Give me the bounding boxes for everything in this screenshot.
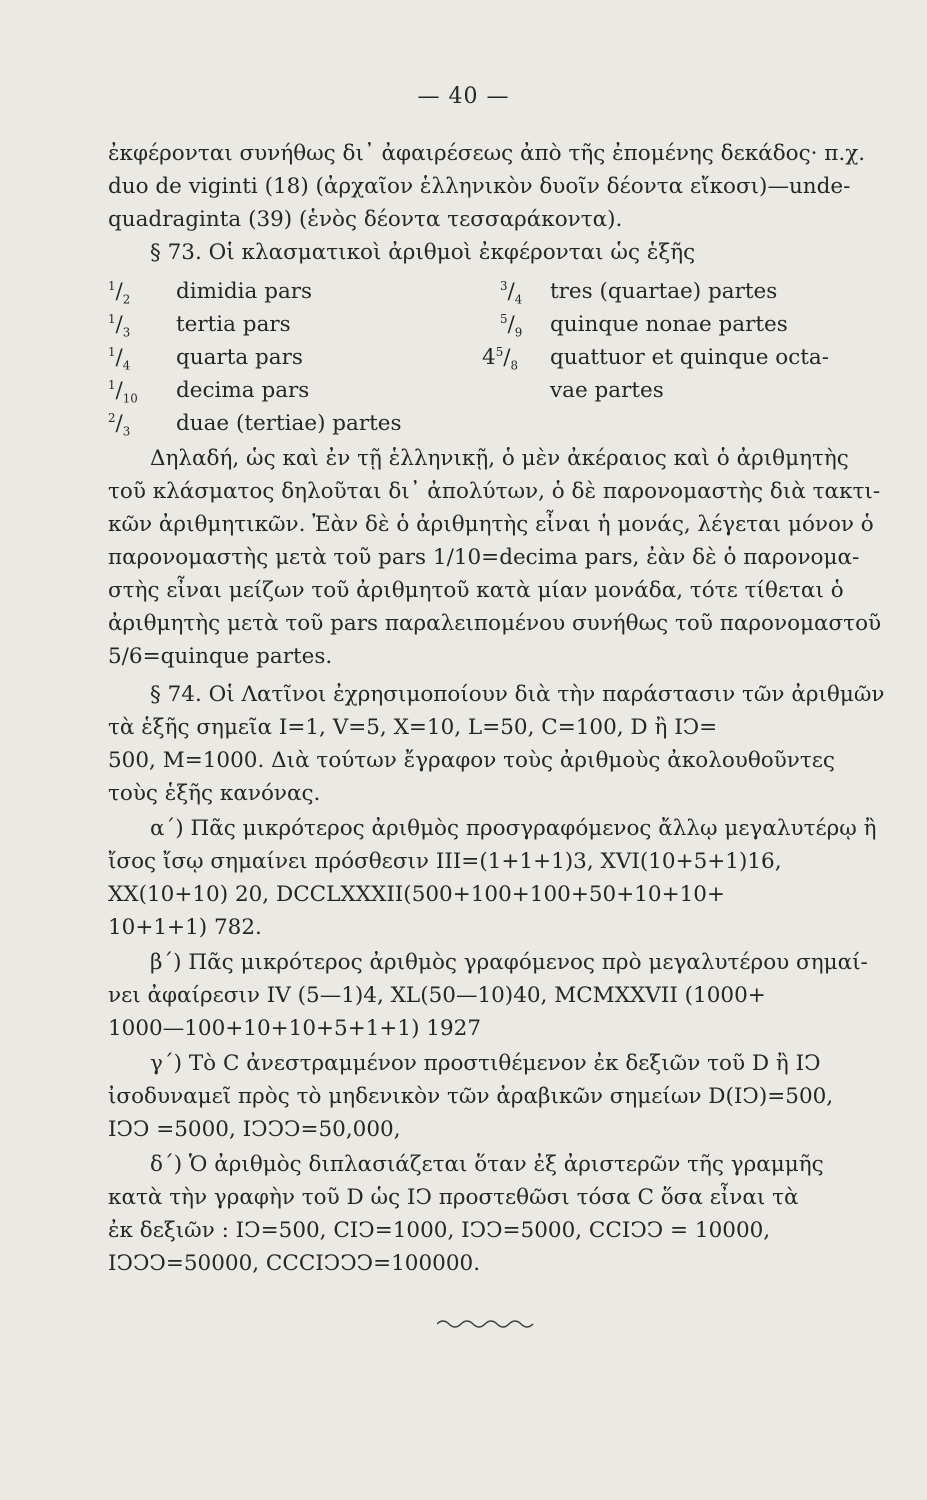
text-line: 1000—100+10+10+5+1+1) 1927 <box>108 1016 482 1041</box>
text-line: β΄) Πᾶς μικρότερος ἀριθμὸς γραφόμενος πρὸ μεγαλυτέρου σημαί- <box>150 950 868 975</box>
text-line: γ΄) Τὸ C ἀνεστραμμένον προστιθέμενον ἐκ δεξιῶν τοῦ D ἢ IↃ <box>150 1051 821 1076</box>
text-line: παρονομαστὴς μετὰ τοῦ pars 1/10=decima pars, ἐὰν δὲ ὁ παρονομα- <box>108 545 860 570</box>
text-line: ἐκ δεξιῶν : IↃ=500, CIↃ=1000, IↃↃ=5000, CCIↃↃ = 10000, <box>108 1218 771 1243</box>
fraction-row: $^1/_3$ tertia pars <box>108 311 291 340</box>
fraction-row: $^1/_2$ dimidia pars <box>108 278 313 307</box>
text-line: νει ἀφαίρεσιν IV (5—1)4, XL(50—10)40, MCMXXVII (1000+ <box>108 983 766 1008</box>
text-line: ἐκφέρονται συνήθως δι᾽ ἀφαιρέσεως ἀπὸ τῆς ἐπομένης δεκάδος· π.χ. <box>108 141 866 166</box>
fraction-row: $^2/_3$ duae (tertiae) partes <box>108 410 402 439</box>
text-line: κῶν ἀριθμητικῶν. Ἐὰν δὲ ὁ ἀριθμητὴς εἶναι ἡ μονάς, λέγεται μόνον ὁ <box>108 512 874 537</box>
text-line: τοὺς ἑξῆς κανόνας. <box>108 781 321 806</box>
fraction-row: $^5/_9$ quinque nonae partes <box>500 311 788 340</box>
text-line: δ΄) Ὁ ἀριθμὸς διπλασιάζεται ὅταν ἐξ ἀριστερῶν τῆς γραμμῆς <box>150 1152 824 1177</box>
section-heading: § 74. Οἱ Λατῖνοι ἐχρησιμοποίουν διὰ τὴν παράστασιν τῶν ἀριθμῶν <box>150 682 885 707</box>
text-line: IↃↃ =5000, IↃↃↃ=50,000, <box>108 1117 401 1142</box>
book-page: — 40 — ἐκφέρονται συνήθως δι᾽ ἀφαιρέσεως ἀπὸ τῆς ἐπομένης δεκάδος· π.χ. duo de viginti (18) (ἀρχαῖον ἑλληνικὸν δυοῖν δέοντα εἴκοσι)—unde- quadraginta (39) (ἑνὸς δέοντα τεσσαράκοντα). § 73. Οἱ κλασματικοὶ ἀριθμοὶ ἐκφέρονται ὡς ἑξῆς $^1/_2$ dimidia pars $^1/_3$ tertia pars $^1/_4$ quarta pars $^1/_{10}$ decima pars $^2/_3$ duae (tertiae) partes $^3/_4$ tres (quartae) partes $^5/_9$ quinque nonae partes $4^5/_8$ quattuor et quinque octa- vae partes Δηλαδή, ὡς καὶ ἐν τῇ ἑλληνικῇ, ὁ μὲν ἀκέραιος καὶ ὁ ἀριθμητὴς τοῦ κλάσματος δηλοῦται δι᾽ ἀπολύτων, ὁ δὲ παρονομαστὴς διὰ τακτι- κῶν ἀριθμητικῶν. Ἐὰν δὲ ὁ ἀριθμητὴς εἶναι ἡ μονάς, λέγεται μόνον ὁ παρονομαστὴς μετὰ τοῦ pars 1/10=decima pars, ἐὰν δὲ ὁ παρονομα- στὴς εἶναι μείζων τοῦ ἀριθμητοῦ κατὰ μίαν μονάδα, τότε τίθεται ὁ ἀριθμητὴς μετὰ τοῦ pars παραλειπομένου συνήθως τοῦ παρονομαστοῦ 5/6=quinque partes. § 74. Οἱ Λατῖνοι ἐχρησιμοποίουν διὰ τὴν παράστασιν τῶν ἀριθμῶν τὰ ἑξῆς σημεῖα I=1, V=5, X=10, L=50, C=100, D ἢ IↃ= 500, M=1000. Διὰ τούτων ἔγραφον τοὺς ἀριθμοὺς ἀκολουθοῦντες τοὺς ἑξῆς κανόνας. α΄) Πᾶς μικρότερος ἀριθμὸς προσγραφόμενος ἄλλῳ μεγαλυτέρῳ ἢ ἴσος ἴσῳ σημαίνει πρόσθεσιν III=(1+1+1)3, XVI(10+5+1)16, XX(10+10) 20, DCCLXXXII(500+100+100+50+10+10+ 10+1+1) 782. β΄) Πᾶς μικρότερος ἀριθμὸς γραφόμενος πρὸ μεγαλυτέρου σημαί- νει ἀφαίρεσιν IV (5—1)4, XL(50—10)40, MCMXXVII (1000+ 1000—100+10+10+5+1+1) 1927 γ΄) Τὸ C ἀνεστραμμένον προστιθέμενον ἐκ δεξιῶν τοῦ D ἢ IↃ ἰσοδυναμεῖ πρὸς τὸ μηδενικὸν τῶν ἀραβικῶν σημείων D(IↃ)=500, IↃↃ =5000, IↃↃↃ=50,000, δ΄) Ὁ ἀριθμὸς διπλασιάζεται ὅταν ἐξ ἀριστερῶν τῆς γραμμῆς κατὰ τὴν γραφὴν τοῦ D ὡς IↃ προστεθῶσι τόσα C ὅσα εἶναι τὰ ἐκ δεξιῶν : IↃ=500, CIↃ=1000, IↃↃ=5000, CCIↃↃ = 10000, IↃↃↃ=50000, CCCIↃↃↃ=100000. <box>0 0 927 1500</box>
text-line: ἀριθμητὴς μετὰ τοῦ pars παραλειπομένου συνήθως τοῦ παρονομαστοῦ <box>108 611 882 636</box>
text-line: κατὰ τὴν γραφὴν τοῦ D ὡς IↃ προστεθῶσι τόσα C ὅσα εἶναι τὰ <box>108 1185 799 1210</box>
fraction-row: $4^5/_8$ quattuor et quinque octa- <box>482 344 830 373</box>
text-line: τοῦ κλάσματος δηλοῦται δι᾽ ἀπολύτων, ὁ δὲ παρονομαστὴς διὰ τακτι- <box>108 479 881 504</box>
text-line: στὴς εἶναι μείζων τοῦ ἀριθμητοῦ κατὰ μίαν μονάδα, τότε τίθεται ὁ <box>108 578 844 603</box>
text-line: 10+1+1) 782. <box>108 915 262 940</box>
fraction-row: $^1/_{10}$ decima pars <box>108 377 310 406</box>
fraction-row: $^3/_4$ tres (quartae) partes <box>500 278 778 307</box>
text-line: duo de viginti (18) (ἀρχαῖον ἑλληνικὸν δυοῖν δέοντα εἴκοσι)—unde- <box>108 174 851 199</box>
text-line: 5/6=quinque partes. <box>108 644 333 669</box>
text-line: Δηλαδή, ὡς καὶ ἐν τῇ ἑλληνικῇ, ὁ μὲν ἀκέραιος καὶ ὁ ἀριθμητὴς <box>150 446 849 471</box>
wavy-ornament-divider <box>437 1318 537 1330</box>
text-line: ἰσοδυναμεῖ πρὸς τὸ μηδενικὸν τῶν ἀραβικῶν σημείων D(IↃ)=500, <box>108 1084 834 1109</box>
text-line: IↃↃↃ=50000, CCCIↃↃↃ=100000. <box>108 1251 481 1276</box>
text-line: τὰ ἑξῆς σημεῖα I=1, V=5, X=10, L=50, C=100, D ἢ IↃ= <box>108 715 718 740</box>
text-line: 500, M=1000. Διὰ τούτων ἔγραφον τοὺς ἀριθμοὺς ἀκολουθοῦντες <box>108 748 835 773</box>
fraction-row: $^1/_4$ quarta pars <box>108 344 303 373</box>
page-number: — 40 — <box>417 84 510 109</box>
text-line: ἴσος ἴσῳ σημαίνει πρόσθεσιν III=(1+1+1)3, XVI(10+5+1)16, <box>108 849 782 874</box>
section-heading: § 73. Οἱ κλασματικοὶ ἀριθμοὶ ἐκφέρονται ὡς ἑξῆς <box>150 240 696 265</box>
text-line: XX(10+10) 20, DCCLXXXII(500+100+100+50+10+10+ <box>108 882 725 907</box>
text-line: quadraginta (39) (ἑνὸς δέοντα τεσσαράκοντα). <box>108 207 623 232</box>
text-line: α΄) Πᾶς μικρότερος ἀριθμὸς προσγραφόμενος ἄλλῳ μεγαλυτέρῳ ἢ <box>150 816 877 841</box>
